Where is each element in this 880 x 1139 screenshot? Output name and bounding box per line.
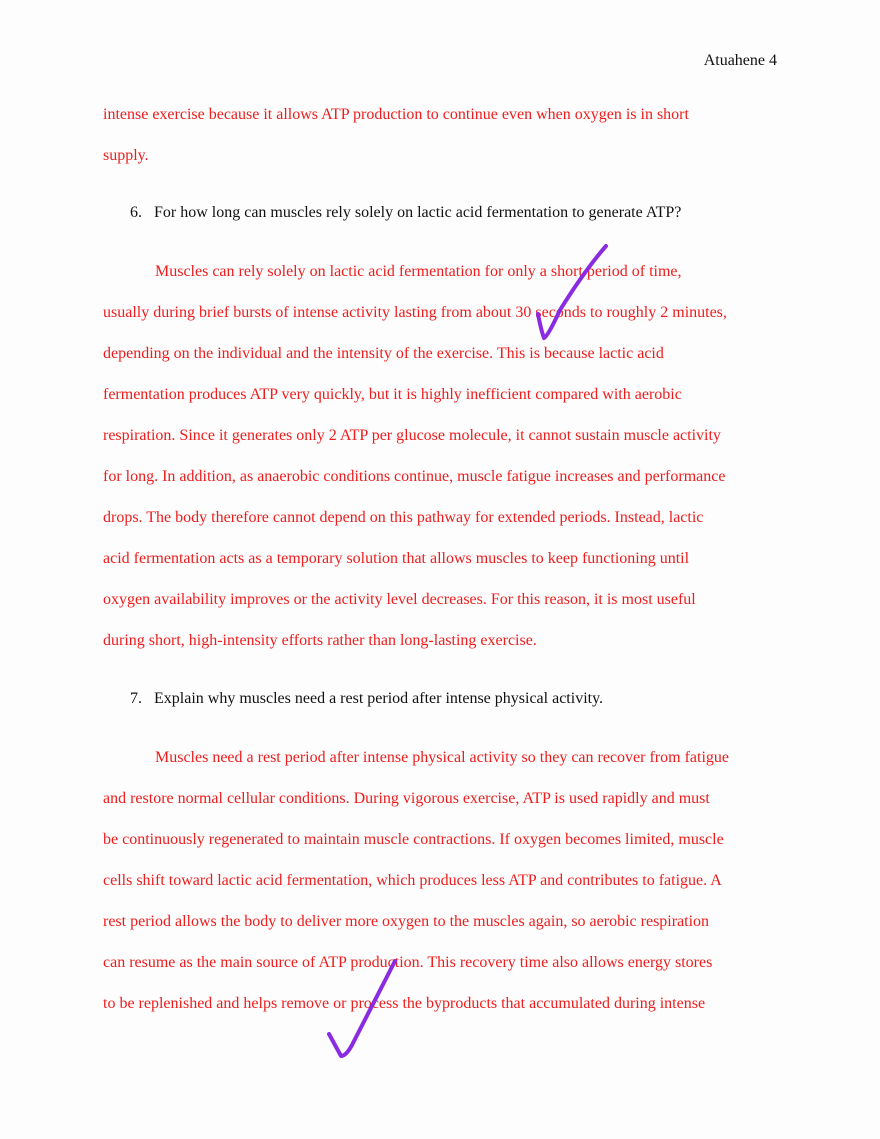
answer-line: during short, high-intensity efforts rather than long-lasting exercise.: [103, 632, 537, 649]
running-head: Atuahene 4: [703, 52, 777, 69]
answer-line: for long. In addition, as anaerobic conditions continue, muscle fatigue increases and performance: [103, 468, 726, 485]
answer-line: cells shift toward lactic acid fermentation, which produces less ATP and contributes to fatigue. A: [103, 872, 722, 889]
checkmark-icon: [538, 246, 606, 338]
answer-line: acid fermentation acts as a temporary solution that allows muscles to keep functioning until: [103, 550, 690, 567]
answer-line: rest period allows the body to deliver more oxygen to the muscles again, so aerobic respiration: [103, 913, 710, 930]
answer-line: depending on the individual and the intensity of the exercise. This is because lactic acid: [103, 345, 664, 362]
answer-line: supply.: [103, 147, 149, 164]
answer-line: oxygen availability improves or the activity level decreases. For this reason, it is most useful: [103, 591, 696, 608]
answer-line: respiration. Since it generates only 2 ATP per glucose molecule, it cannot sustain muscle activity: [103, 427, 721, 444]
answer-line: intense exercise because it allows ATP production to continue even when oxygen is in short: [103, 106, 689, 123]
answer-line: Muscles need a rest period after intense physical activity so they can recover from fatigue: [155, 749, 729, 766]
answer-line: Muscles can rely solely on lactic acid fermentation for only a short period of time,: [155, 263, 682, 280]
answer-line: be continuously regenerated to maintain muscle contractions. If oxygen becomes limited, muscle: [103, 831, 724, 848]
answer-line: usually during brief bursts of intense activity lasting from about 30 seconds to roughly 2 minutes,: [103, 304, 727, 321]
answer-line: and restore normal cellular conditions. During vigorous exercise, ATP is used rapidly and must: [103, 790, 710, 807]
answer-line: to be replenished and helps remove or process the byproducts that accumulated during intense: [103, 995, 706, 1012]
question-text: 7. Explain why muscles need a rest period after intense physical activity.: [130, 690, 604, 707]
answer-line: fermentation produces ATP very quickly, but it is highly inefficient compared with aerobic: [103, 386, 682, 403]
answer-line: can resume as the main source of ATP production. This recovery time also allows energy stores: [103, 954, 713, 971]
question-text: 6. For how long can muscles rely solely on lactic acid fermentation to generate ATP?: [130, 204, 682, 221]
answer-line: drops. The body therefore cannot depend on this pathway for extended periods. Instead, lactic: [103, 509, 704, 526]
